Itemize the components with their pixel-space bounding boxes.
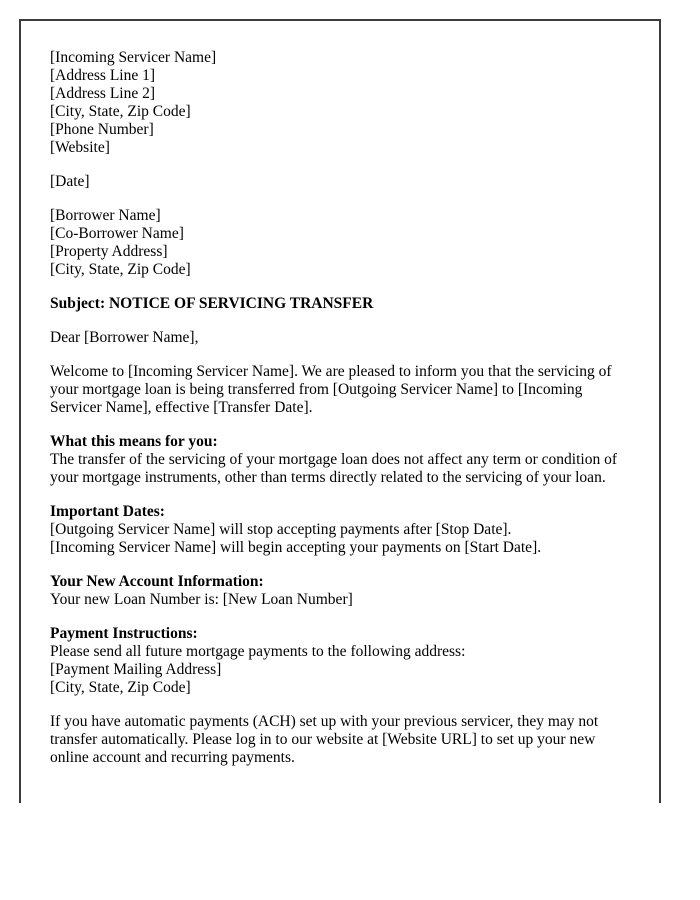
sender-address-line-1: [Address Line 1] [50,67,156,84]
section-body-line: The transfer of the servicing of your mortgage loan does not affect any term or condition of your mortgage instruments, other than terms directly related to the servicing of your loan. [50,451,617,486]
recipient-co-borrower-line: [Co-Borrower Name] [50,225,184,242]
intro-paragraph: Welcome to [Incoming Servicer Name]. We are pleased to inform you that the servicing of your mortgage loan is being transferred from [Outgoing Servicer Name] to [Incoming Servicer Name], effective [Transfer Date]. [50,363,612,416]
recipient-borrower-line: [Borrower Name] [50,207,161,224]
date-line: [Date] [50,173,90,190]
section-body-line: [Incoming Servicer Name] will begin accepting your payments on [Start Date]. [50,539,542,556]
letter-frame [19,19,661,803]
sender-address-block [50,49,631,157]
subject-line: Subject: NOTICE OF SERVICING TRANSFER [50,295,374,312]
sender-city-state-zip-line: [City, State, Zip Code] [50,103,191,120]
section-body-line: [City, State, Zip Code] [50,679,191,696]
section-body-line: [Outgoing Servicer Name] will stop accepting payments after [Stop Date]. [50,521,512,538]
sender-address-line-2: [Address Line 2] [50,85,156,102]
section-important-dates [50,503,631,557]
sender-website-line: [Website] [50,139,110,156]
closing-paragraph: If you have automatic payments (ACH) set up with your previous servicer, they may not transfer automatically. Please log in to our website at [Website URL] to set up your new online account and recurring payments. [50,713,599,766]
section-body-line: [Payment Mailing Address] [50,661,222,678]
salutation: Dear [Borrower Name], [50,329,199,346]
section-payment-instructions [50,625,631,697]
section-heading: What this means for you: [50,433,218,450]
section-heading: Your New Account Information: [50,573,264,590]
sender-phone-line: [Phone Number] [50,121,154,138]
recipient-property-address-line: [Property Address] [50,243,168,260]
section-heading: Important Dates: [50,503,165,520]
section-what-this-means [50,433,631,487]
section-heading: Payment Instructions: [50,625,198,642]
section-body-line: Your new Loan Number is: [New Loan Number] [50,591,353,608]
sender-name-line: [Incoming Servicer Name] [50,49,217,66]
section-body-line: Please send all future mortgage payments to the following address: [50,643,466,660]
section-new-account-information [50,573,631,609]
recipient-city-state-zip-line: [City, State, Zip Code] [50,261,191,278]
recipient-address-block [50,207,631,279]
